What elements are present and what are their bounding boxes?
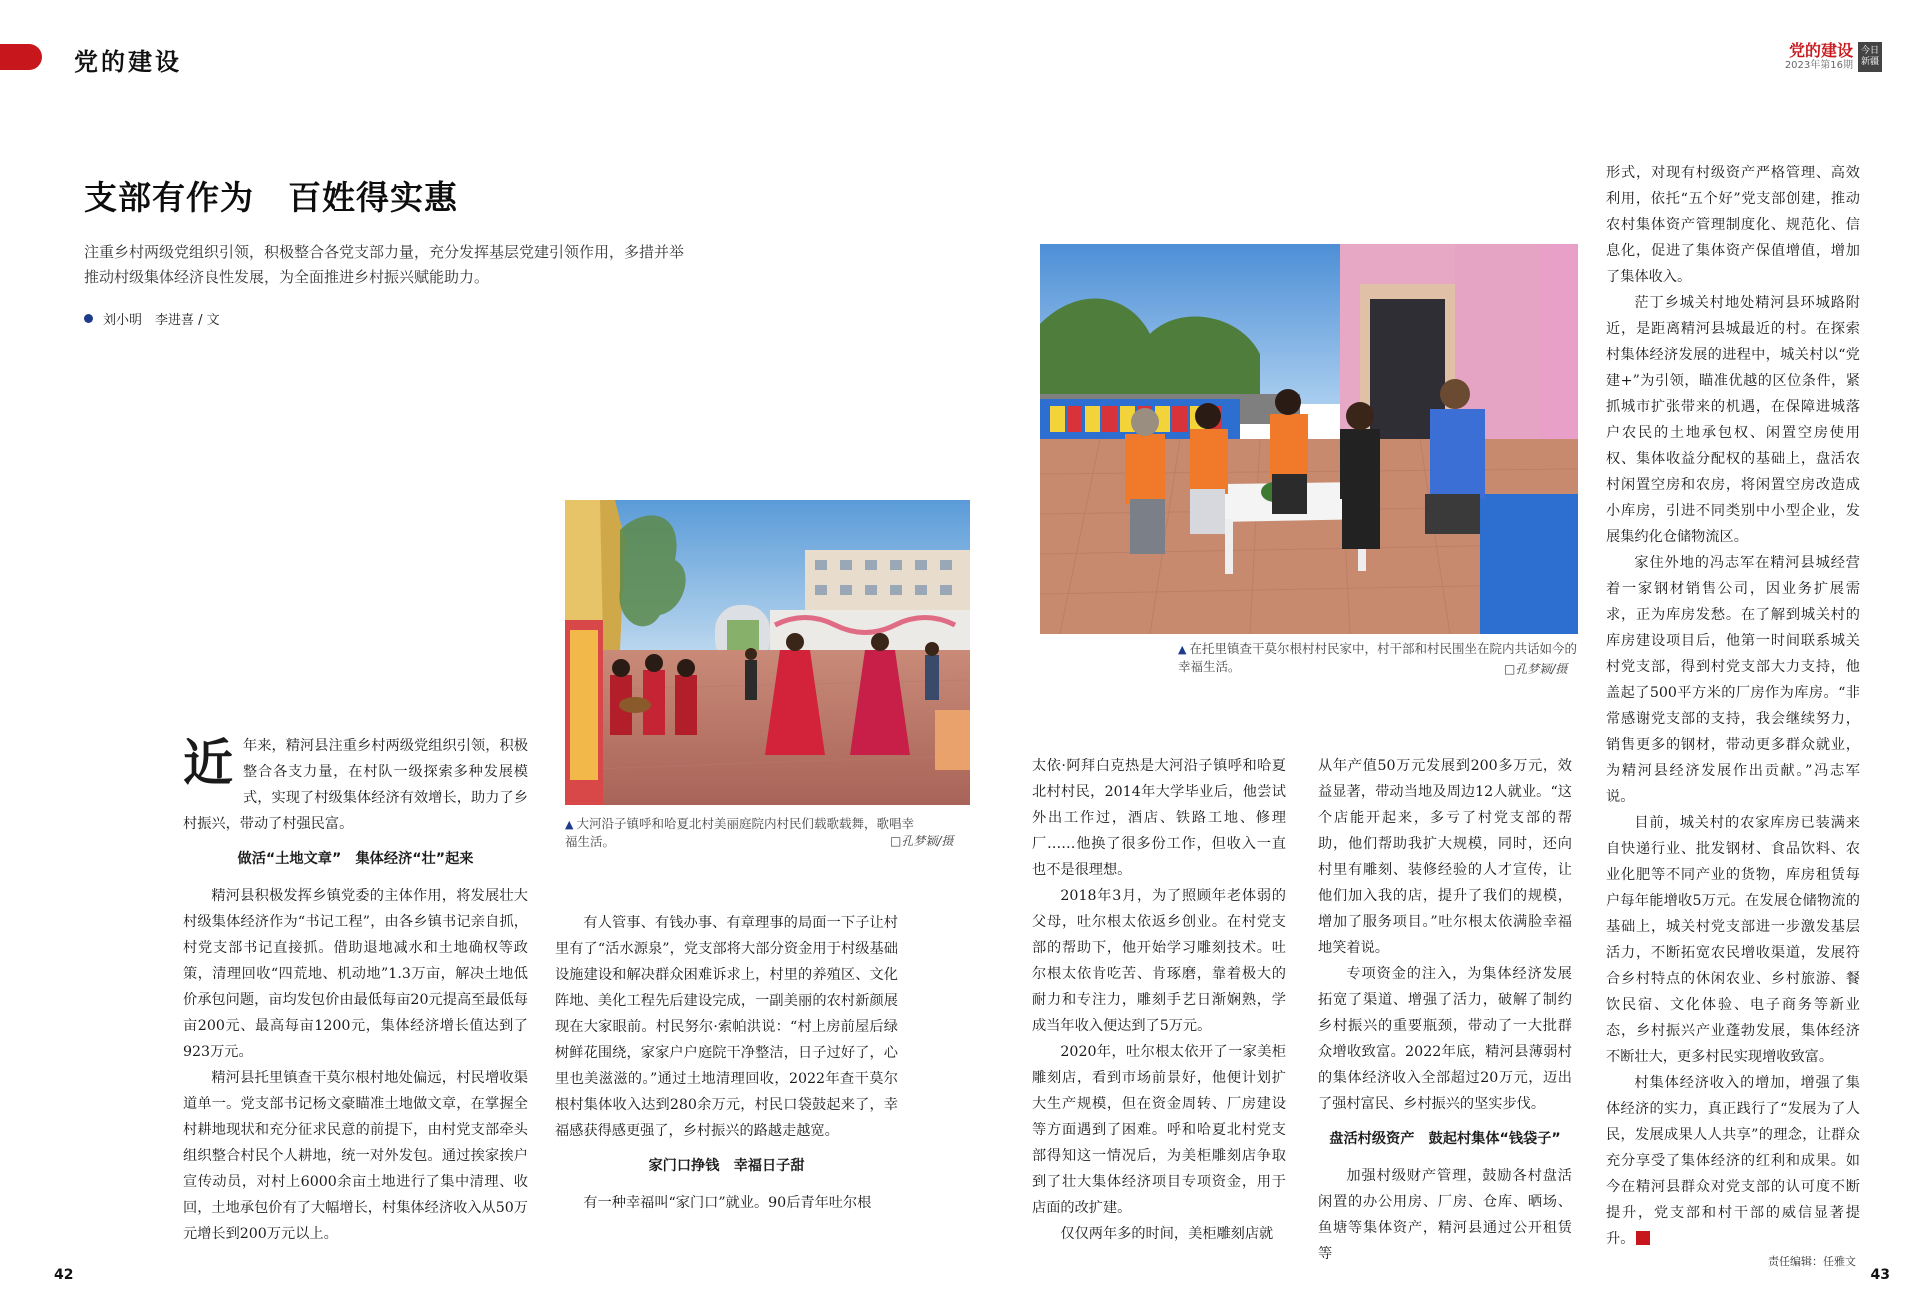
photo-dance-credit: □孔梦颖/摄	[890, 834, 954, 848]
photo-courtyard-credit: □孔梦颖/摄	[1504, 662, 1568, 676]
paragraph: 专项资金的注入，为集体经济发展拓宽了渠道、增强了活力，破解了制约乡村振兴的重要瓶颈，带动了一大批群众增收致富。2022年底，精河县薄弱村的集体经济收入全部超过20万元，迈出了强村富民、乡村振兴的坚实步伐。	[1318, 966, 1572, 1112]
masthead-text	[1785, 42, 1853, 72]
paragraph: 目前，城关村的农家库房已装满来自快递行业、批发钢材、食品饮料、农业化肥等不同产业的货物，库房租赁每户每年能增收5万元。在发展仓储物流的基础上，城关村党支部进一步激发基层活力，不断拓宽农民增收渠道，发展符合乡村特点的休闲农业、乡村旅游、餐饮民宿、文化体验、电子商务等新业态，乡村振兴产业蓬勃发展，集体经济不断壮大，更多村民实现增收致富。	[1606, 815, 1860, 1065]
caption-triangle-icon: ▲	[565, 818, 574, 831]
paragraph: 2018年3月，为了照顾年老体弱的父母，吐尔根太依返乡创业。在村党支部的帮助下，他开始学习雕刻技术。吐尔根太依肯吃苦、肯琢磨，靠着极大的耐力和专注力，雕刻手艺日渐娴熟，学成当年收入便达到了5万元。	[1032, 888, 1286, 1034]
column-5	[1606, 160, 1860, 1252]
paragraph: 家住外地的冯志军在精河县城经营着一家钢材销售公司，因业务扩展需求，正为库房发愁。在了解到城关村的库房建设项目后，他第一时间联系城关村党支部，得到村党支部大力支持，他盖起了500平方米的厂房作为库房。“非常感谢党支部的支持，我会继续努力，销售更多的钢材，带动更多群众就业，为精河县经济发展作出贡献。”冯志军说。	[1606, 555, 1860, 805]
subhead-assets: 盘活村级资产 鼓起村集体“钱袋子”	[1329, 1131, 1561, 1147]
paragraph: 2020年，吐尔根太依开了一家美柜雕刻店，看到市场前景好，他便计划扩大生产规模，但在资金周转、厂房建设等方面遇到了困难。呼和哈夏北村党支部得知这一情况后，为美柜雕刻店争取到了壮大集体经济项目专项资金，用于店面的改扩建。	[1032, 1044, 1286, 1216]
caption-triangle-icon: ▲	[1178, 643, 1187, 656]
subhead-doorstep: 家门口挣钱 幸福日子甜	[648, 1158, 805, 1174]
column-2	[555, 910, 898, 1216]
photo-dance-image	[565, 500, 970, 805]
editor-credit: 责任编辑：任雅文	[1768, 1255, 1856, 1268]
paragraph: 有人管事、有钱办事、有章理事的局面一下子让村里有了“活水源泉”，党支部将大部分资金用于村级基础设施建设和解决群众困难诉求上，村里的养殖区、文化阵地、美化工程先后建设完成，一副美丽的农村新颜展现在大家眼前。村民努尔·索帕洪说：“村上房前屋后绿树鲜花围绕，家家户户庭院干净整洁，日子过好了，心里也美滋滋的。”通过土地清理回收，2022年查干莫尔根村集体收入达到280余万元，村民口袋鼓起来了，幸福感获得感更强了，乡村振兴的路越走越宽。	[555, 915, 898, 1139]
masthead-issue: 2023年第16期	[1784, 60, 1853, 71]
paragraph: 仅仅两年多的时间，美柜雕刻店就	[1060, 1226, 1274, 1242]
paragraph: 加强村级财产管理，鼓励各村盘活闲置的办公用房、厂房、仓库、晒场、鱼塘等集体资产，精河县通过公开租赁等	[1318, 1168, 1572, 1262]
end-mark-icon	[1636, 1231, 1650, 1245]
page-number-right: 43	[1870, 1267, 1890, 1283]
article-title: 支部有作为 百姓得实惠	[84, 178, 458, 217]
page-number-left: 42	[54, 1267, 74, 1283]
lead-text: 年来，精河县注重乡村两级党组织引领，积极整合各支力量，在村队一级探索多种发展模式，实现了村级集体经济有效增长，助力了乡村振兴，带动了村强民富。	[183, 738, 528, 832]
photo-dance-caption	[565, 815, 915, 850]
column-3	[1032, 753, 1286, 1247]
paragraph: 精河县托里镇查干莫尔根村地处偏远，村民增收渠道单一。党支部书记杨文豪瞄准土地做文章，在掌握全村耕地现状和充分征求民意的前提下，由村党支部牵头组织整合村民个人耕地，统一对外发包。通过挨家挨户宣传动员，对村上6000余亩土地进行了集中清理、收回，土地承包价有了大幅增长，村集体经济收入从50万元增长到200万元以上。	[183, 1070, 528, 1242]
paragraph: 精河县积极发挥乡镇党委的主体作用，将发展壮大村级集体经济作为“书记工程”，由各乡镇书记亲自抓，村党支部书记直接抓。借助退地减水和土地确权等政策，清理回收“四荒地、机动地”1.3万亩，解决土地低价承包问题，亩均发包价由最低每亩20元提高至最低每亩200元、最高每亩1200元，集体经济增长值达到了923万元。	[183, 888, 528, 1060]
photo-courtyard	[1040, 244, 1578, 634]
dropcap: 近	[183, 734, 233, 792]
photo-courtyard-image	[1040, 244, 1578, 634]
section-marker	[0, 44, 42, 70]
paragraph: 茫丁乡城关村地处精河县环城路附近，是距离精河县城最近的村。在探索村集体经济发展的进程中，城关村以“党建+”为引领，瞄准优越的区位条件，紧抓城市扩张带来的机遇，在保障进城落户农民的土地承包权、闲置空房使用权、集体收益分配权的基础上，盘活农村闲置空房和农房，将闲置空房改造成小库房，引进不同类别中小型企业，发展集约化仓储物流区。	[1606, 295, 1860, 545]
article-deck: 注重乡村两级党组织引领，积极整合各党支部力量，充分发挥基层党建引领作用，多措并举推动村级集体经济良性发展，为全面推进乡村振兴赋能助力。	[84, 243, 685, 286]
paragraph: 有一种幸福叫“家门口”就业。90后青年吐尔根	[583, 1195, 872, 1211]
paragraph: 太依·阿拜白克热是大河沿子镇呼和哈夏北村村民，2014年大学毕业后，他尝试外出工作过，酒店、铁路工地、修理厂……他换了很多份工作，但收入一直也不是很理想。	[1032, 758, 1286, 878]
masthead-title: 党的建设	[1788, 41, 1853, 60]
paragraph: 从年产值50万元发展到200多万元，效益显著，带动当地及周边12人就业。“这个店能开起来，多亏了村党支部的帮助，他们帮助我扩大规模，同时，还向村里有雕刻、装修经验的人才宣传，让他们加入我的店，提升了我们的规模，增加了服务项目。”吐尔根太依满脸幸福地笑着说。	[1318, 758, 1572, 956]
photo-dance-caption-text: 大河沿子镇呼和哈夏北村美丽庭院内村民们载歌载舞，歌唱幸福生活。	[565, 816, 914, 849]
column-1	[183, 733, 528, 1247]
byline	[84, 309, 220, 328]
column-4	[1318, 753, 1572, 1267]
masthead	[1785, 42, 1882, 72]
byline-bullet-icon	[84, 314, 93, 323]
photo-courtyard-caption-text: 在托里镇查干莫尔根村村民家中，村干部和村民围坐在院内共话如今的幸福生活。	[1178, 641, 1577, 674]
byline-text: 刘小明 李进喜 / 文	[103, 313, 220, 328]
photo-dance	[565, 500, 970, 805]
masthead-logo: 今日 新疆	[1858, 42, 1882, 72]
paragraph	[1606, 1070, 1860, 1252]
subhead-land: 做活“土地文章” 集体经济“壮”起来	[237, 851, 474, 867]
section-name: 党的建设	[74, 48, 182, 76]
lead-paragraph	[183, 733, 528, 837]
final-paragraph-text: 村集体经济收入的增加，增强了集体经济的实力，真正践行了“发展为了人民，发展成果人人共享”的理念，让群众充分享受了集体经济的红利和成果。如今在精河县群众对党支部的认可度不断提升，党支部和村干部的威信显著提升。	[1606, 1075, 1860, 1247]
paragraph: 形式，对现有村级资产严格管理、高效利用，依托“五个好”党支部创建，推动农村集体资产管理制度化、规范化、信息化，促进了集体资产保值增值，增加了集体收入。	[1606, 165, 1860, 285]
